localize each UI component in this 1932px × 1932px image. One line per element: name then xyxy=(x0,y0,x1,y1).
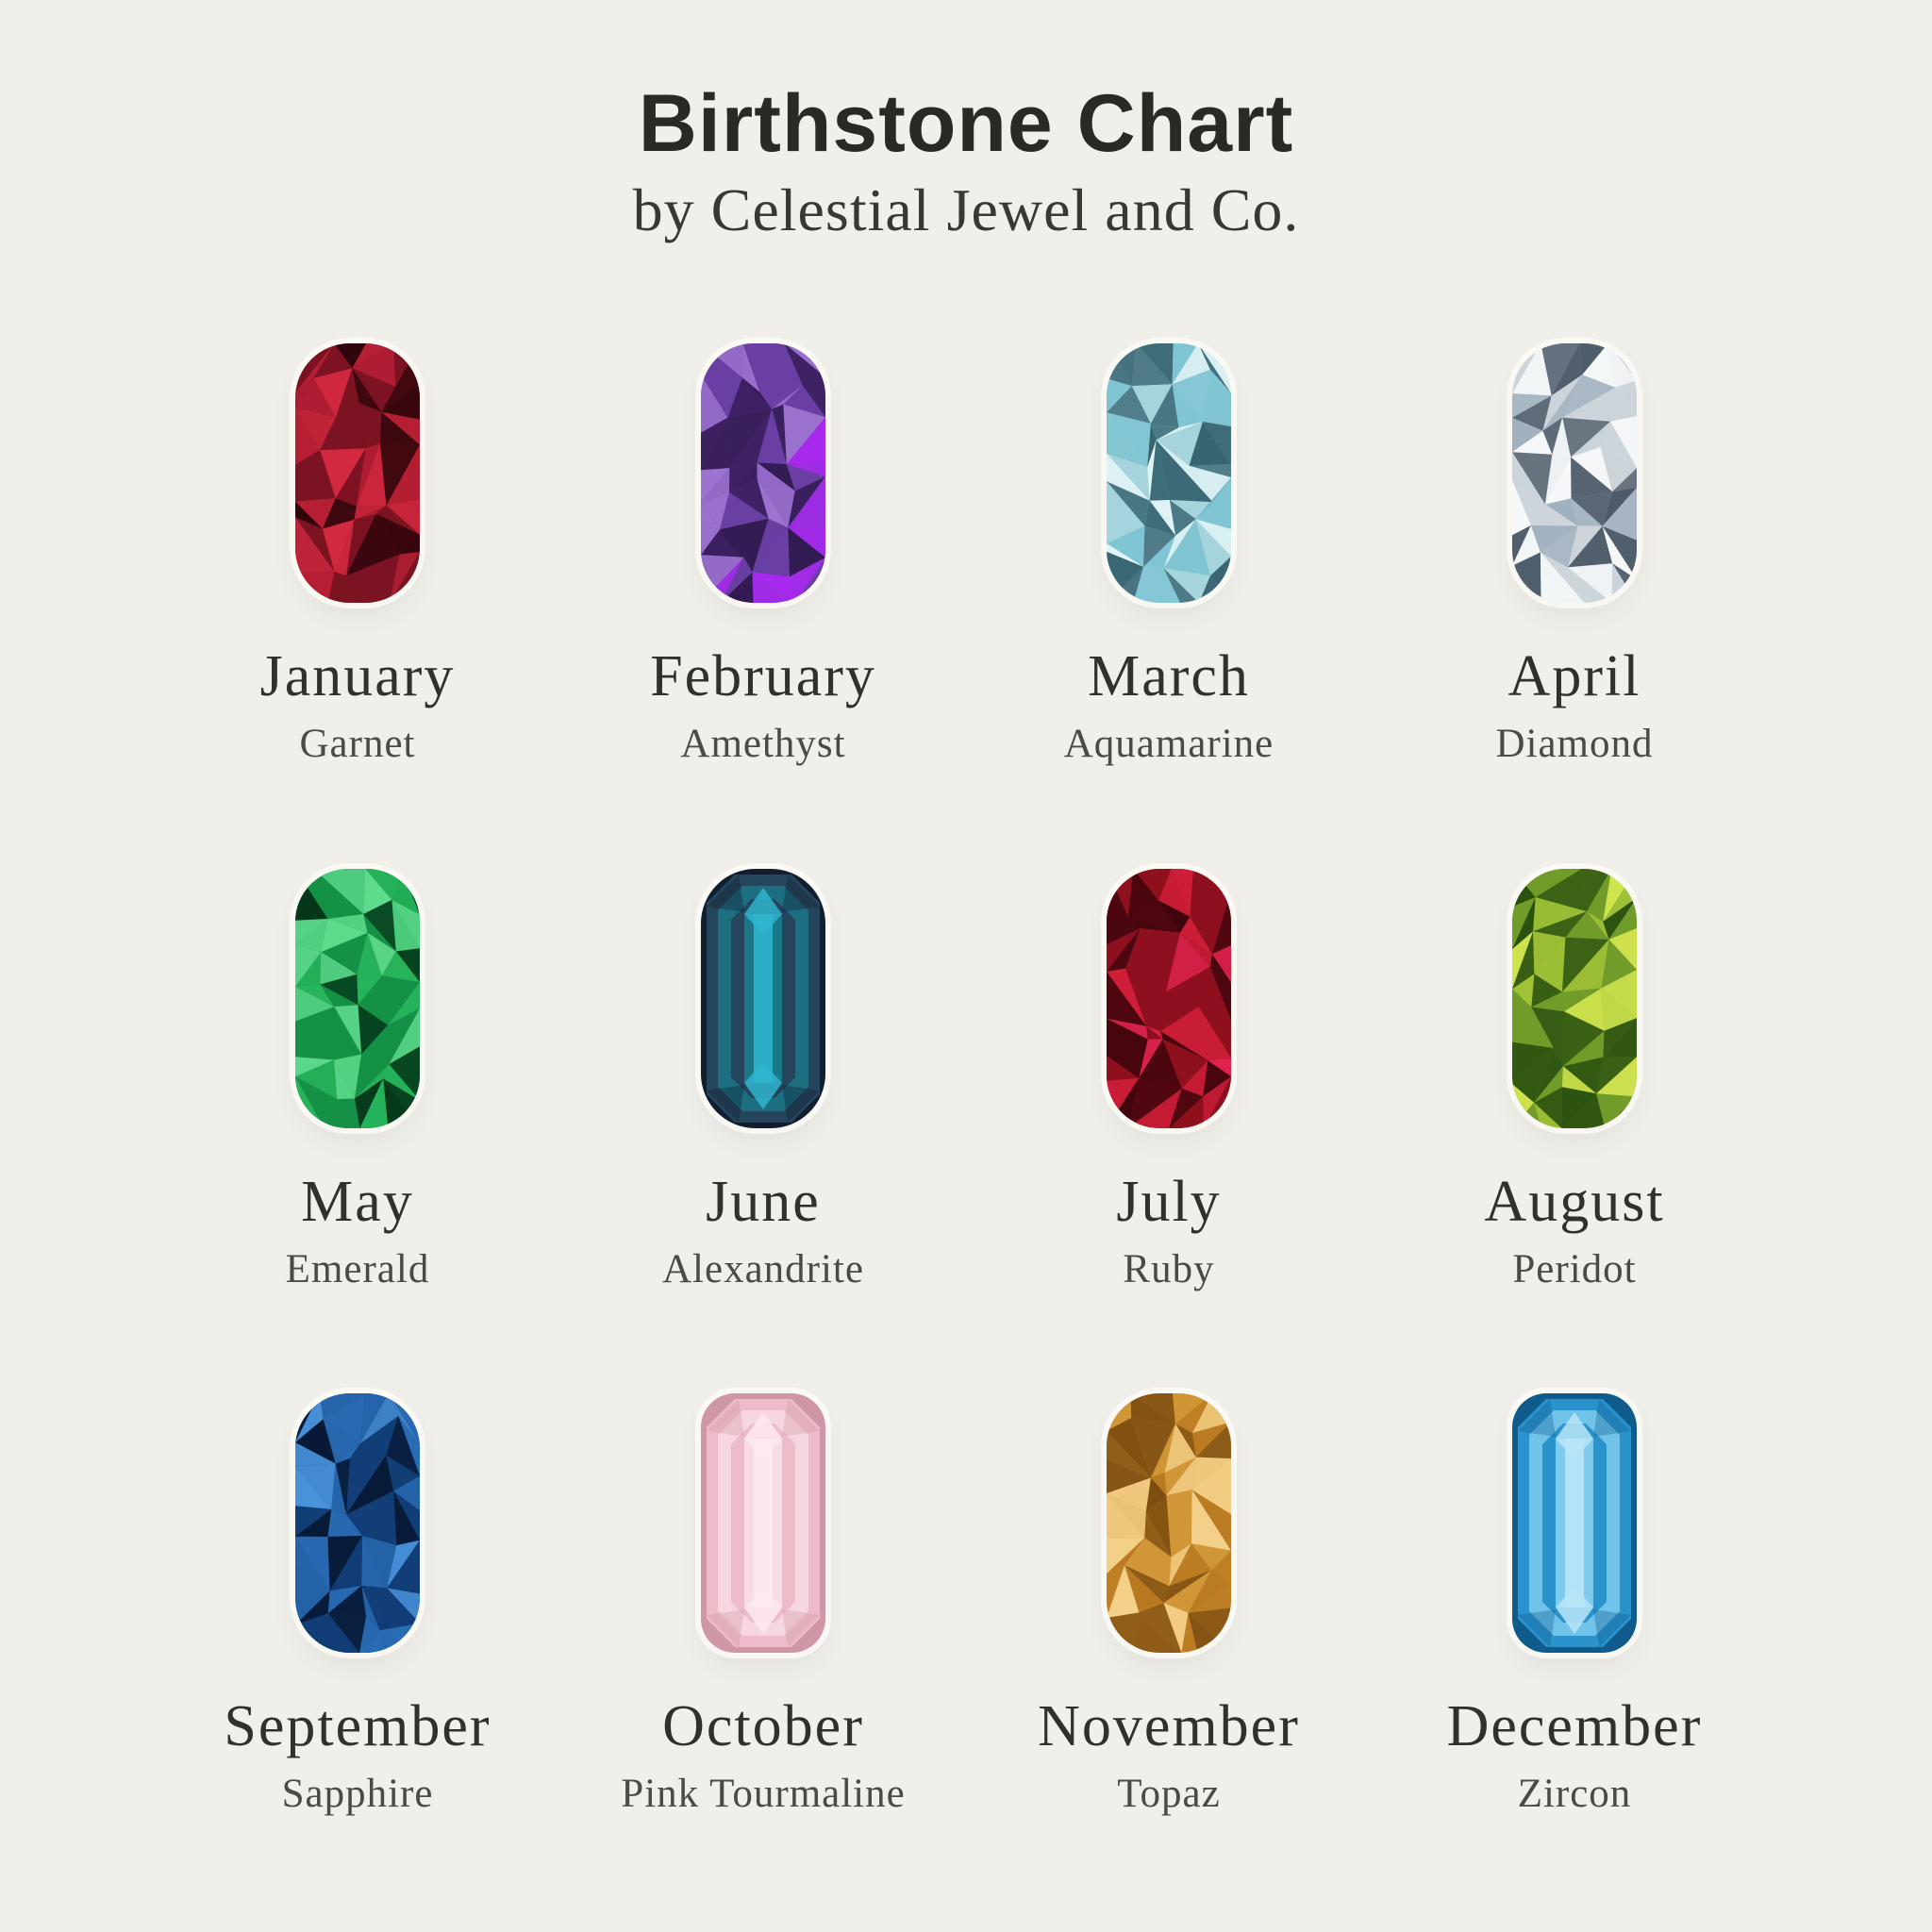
month-label: October xyxy=(662,1694,864,1759)
stone-label: Zircon xyxy=(1517,1772,1632,1817)
sapphire-gem-icon xyxy=(295,1393,420,1653)
cell-february xyxy=(560,343,966,766)
month-label: July xyxy=(1116,1169,1222,1234)
stone-label: Aquamarine xyxy=(1063,722,1274,767)
cell-june xyxy=(560,869,966,1291)
cell-july xyxy=(966,869,1372,1291)
aquamarine-gem-icon xyxy=(1107,343,1231,603)
stone-label: Garnet xyxy=(299,722,416,767)
month-label: November xyxy=(1038,1694,1300,1759)
month-label: August xyxy=(1484,1169,1665,1234)
stone-label: Topaz xyxy=(1117,1772,1221,1817)
birthstone-grid xyxy=(155,343,1777,1816)
cell-may xyxy=(155,869,560,1291)
emerald-gem-icon xyxy=(295,869,420,1128)
cell-october xyxy=(560,1393,966,1816)
month-label: January xyxy=(259,644,456,709)
cell-april xyxy=(1372,343,1777,766)
peridot-gem-icon xyxy=(1512,869,1637,1128)
stone-label: Alexandrite xyxy=(662,1246,864,1291)
month-label: June xyxy=(706,1169,821,1234)
cell-march xyxy=(966,343,1372,766)
garnet-gem-icon xyxy=(295,343,420,603)
stone-label: Pink Tourmaline xyxy=(621,1772,906,1817)
stone-label: Sapphire xyxy=(281,1772,434,1817)
poster-header xyxy=(0,0,1932,245)
pink-tourmaline-gem-icon xyxy=(701,1393,825,1653)
diamond-gem-icon xyxy=(1512,343,1637,603)
cell-december xyxy=(1372,1393,1777,1816)
stone-label: Diamond xyxy=(1495,722,1654,767)
month-label: March xyxy=(1088,644,1250,709)
page-title: Birthstone Chart xyxy=(638,78,1294,169)
month-label: May xyxy=(301,1169,414,1234)
topaz-gem-icon xyxy=(1107,1393,1231,1653)
month-label: September xyxy=(224,1694,491,1759)
page-subtitle: by Celestial Jewel and Co. xyxy=(632,176,1300,244)
month-label: December xyxy=(1446,1694,1703,1759)
cell-january xyxy=(155,343,560,766)
stone-label: Peridot xyxy=(1512,1246,1637,1291)
ruby-gem-icon xyxy=(1107,869,1231,1128)
month-label: February xyxy=(650,644,876,709)
amethyst-gem-icon xyxy=(701,343,825,603)
alexandrite-gem-icon xyxy=(701,869,825,1128)
month-label: April xyxy=(1507,644,1641,709)
zircon-gem-icon xyxy=(1512,1393,1637,1653)
cell-november xyxy=(966,1393,1372,1816)
cell-august xyxy=(1372,869,1777,1291)
stone-label: Ruby xyxy=(1123,1246,1215,1291)
cell-september xyxy=(155,1393,560,1816)
stone-label: Emerald xyxy=(285,1246,430,1291)
stone-label: Amethyst xyxy=(680,722,846,767)
